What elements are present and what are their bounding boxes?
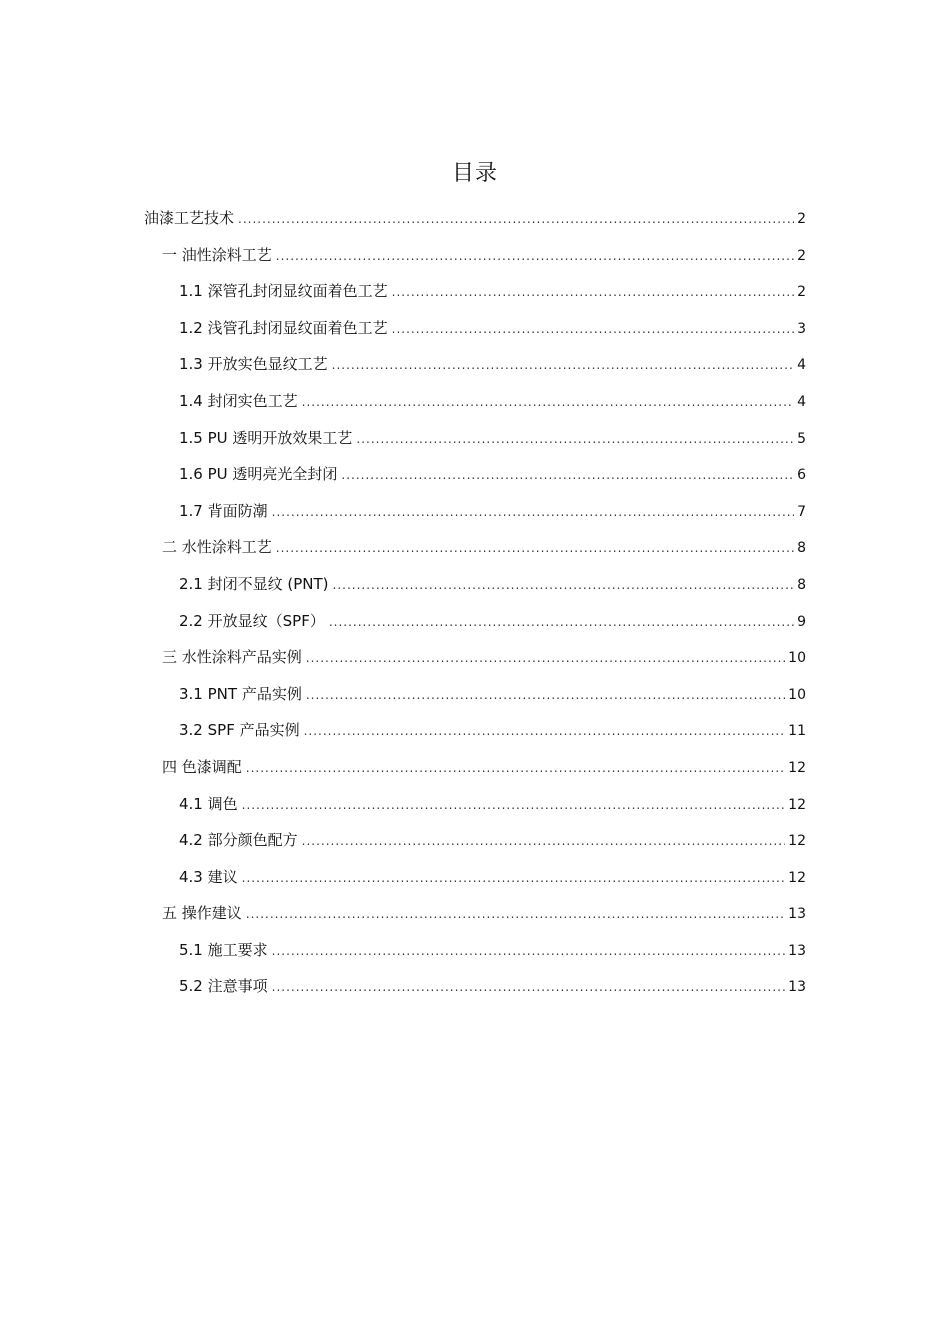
toc-entry[interactable] <box>144 493 806 530</box>
toc-entry-label: 三 水性涂料产品实例 <box>162 648 302 667</box>
toc-entry-page-number: 3 <box>797 320 806 337</box>
toc-dot-leader <box>329 604 794 640</box>
toc-entry-page-number: 6 <box>797 467 806 484</box>
toc-entry-label: 1.4 封闭实色工艺 <box>179 391 298 410</box>
toc-entry[interactable] <box>144 932 806 969</box>
toc-dot-leader <box>356 421 794 457</box>
toc-entry-page-number: 13 <box>788 906 806 923</box>
toc-entry-page-number: 8 <box>797 540 806 557</box>
toc-entry[interactable] <box>144 859 806 896</box>
toc-entry-page-number: 5 <box>797 430 806 447</box>
toc-entry-page-number: 12 <box>788 833 806 850</box>
toc-entry-label: 四 色漆调配 <box>162 757 242 776</box>
toc-entry[interactable] <box>144 712 806 749</box>
toc-dot-leader <box>246 750 785 786</box>
toc-dot-leader <box>392 274 794 310</box>
toc-dot-leader <box>276 530 794 566</box>
toc-entry-label: 3.2 SPF 产品实例 <box>179 721 300 740</box>
toc-entry[interactable] <box>144 456 806 493</box>
toc-entry[interactable] <box>144 822 806 859</box>
toc-dot-leader <box>238 201 794 237</box>
toc-entry-label: 1.1 深管孔封闭显纹面着色工艺 <box>179 282 388 301</box>
toc-dot-leader <box>242 787 786 823</box>
toc-entry-page-number: 12 <box>788 869 806 886</box>
toc-entry-page-number: 12 <box>788 759 806 776</box>
toc-entry-page-number: 12 <box>788 796 806 813</box>
toc-entry-label: 1.5 PU 透明开放效果工艺 <box>179 428 353 447</box>
toc-entry-page-number: 10 <box>788 686 806 703</box>
toc-dot-leader <box>341 457 794 493</box>
toc-entry-page-number: 13 <box>788 979 806 996</box>
toc-entry-label: 1.6 PU 透明亮光全封闭 <box>179 465 338 484</box>
toc-entry-label: 4.2 部分颜色配方 <box>179 831 298 850</box>
toc-entry[interactable] <box>144 529 806 566</box>
toc-entry-page-number: 11 <box>788 723 806 740</box>
toc-entry-page-number: 2 <box>797 284 806 301</box>
toc-entry[interactable] <box>144 273 806 310</box>
toc-dot-leader <box>246 896 785 932</box>
toc-dot-leader <box>272 969 786 1005</box>
toc-entry[interactable] <box>144 639 806 676</box>
toc-entry-page-number: 10 <box>788 650 806 667</box>
toc-entry-page-number: 7 <box>797 503 806 520</box>
toc-entry-page-number: 8 <box>797 576 806 593</box>
toc-entry-label: 油漆工艺技术 <box>144 209 235 227</box>
toc-entry-page-number: 4 <box>797 357 806 374</box>
toc-entry-page-number: 13 <box>788 942 806 959</box>
toc-dot-leader <box>332 347 794 383</box>
toc-entry[interactable] <box>144 420 806 457</box>
toc-dot-leader <box>272 494 794 530</box>
toc-entry-label: 2.1 封闭不显纹 (PNT) <box>179 574 329 593</box>
toc-entry-label: 1.7 背面防潮 <box>179 501 268 520</box>
toc-dot-leader <box>333 567 795 603</box>
toc-entry-label: 一 油性涂料工艺 <box>162 245 272 264</box>
toc-entry-label: 1.3 开放实色显纹工艺 <box>179 355 328 374</box>
toc-entry[interactable] <box>144 676 806 713</box>
toc-entry-label: 5.2 注意事项 <box>179 977 268 996</box>
toc-entry[interactable] <box>144 310 806 347</box>
toc-entry-label: 五 操作建议 <box>162 904 242 923</box>
toc-title: 目录 <box>451 161 498 186</box>
toc-entry[interactable] <box>144 749 806 786</box>
toc-entry[interactable] <box>144 566 806 603</box>
toc-entry-page-number: 4 <box>797 393 806 410</box>
toc-entry-page-number: 2 <box>797 247 806 264</box>
toc-dot-leader <box>392 311 794 347</box>
toc-dot-leader <box>272 933 786 969</box>
toc-dot-leader <box>302 823 786 859</box>
toc-entry-label: 3.1 PNT 产品实例 <box>179 684 302 703</box>
toc-entry-label: 二 水性涂料工艺 <box>162 538 272 557</box>
toc-dot-leader <box>306 640 785 676</box>
toc-entry[interactable] <box>144 786 806 823</box>
toc-dot-leader <box>304 713 786 749</box>
toc-entry-label: 4.1 调色 <box>179 794 238 813</box>
toc-entry[interactable] <box>144 200 806 237</box>
toc-dot-leader <box>306 677 785 713</box>
table-of-contents <box>144 200 806 1005</box>
toc-entry-label: 1.2 浅管孔封闭显纹面着色工艺 <box>179 318 388 337</box>
toc-entry[interactable] <box>144 895 806 932</box>
toc-dot-leader <box>302 384 794 420</box>
toc-entry-label: 5.1 施工要求 <box>179 940 268 959</box>
toc-entry-page-number: 2 <box>797 211 806 227</box>
toc-entry-label: 2.2 开放显纹（SPF） <box>179 611 325 630</box>
toc-entry[interactable] <box>144 383 806 420</box>
toc-entry-label: 4.3 建议 <box>179 867 238 886</box>
toc-entry[interactable] <box>144 968 806 1005</box>
toc-dot-leader <box>276 238 794 274</box>
toc-entry[interactable] <box>144 237 806 274</box>
toc-entry[interactable] <box>144 603 806 640</box>
toc-entry[interactable] <box>144 346 806 383</box>
toc-entry-page-number: 9 <box>797 613 806 630</box>
toc-dot-leader <box>242 860 786 896</box>
